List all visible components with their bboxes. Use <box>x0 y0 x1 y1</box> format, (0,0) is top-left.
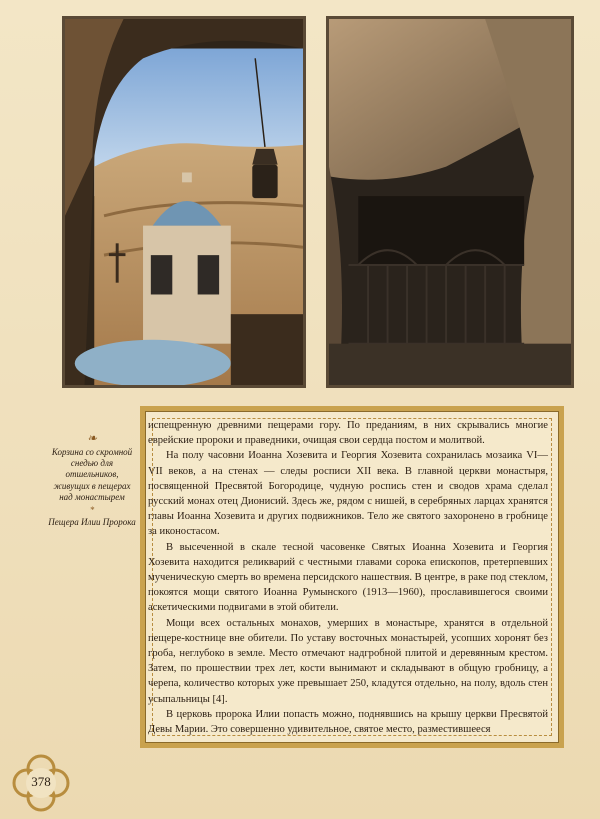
paragraph: Мощи всех остальных монахов, умерших в монастыре, хранятся в отдельной пещере-костнице вне обители. По уставу восточных монастырей, усопших хоронят без гроба, неглубоко в земле. Место отмечают надгробной плитой и деревянным крестом. Затем, по прошествии трех лет, кости вынимают и складывают в общую гробницу, а черепа, количество которых уже превышает 250, кладутся отдельно, на полу, вдоль стен усыпальницы [4]. <box>148 617 548 705</box>
fleuron-icon: ❧ <box>86 431 98 445</box>
paragraph: испещренную древними пещерами гору. По преданиям, в них скрывались многие еврейские пророки и праведники, очищая свои сердца постом и молитвой. <box>148 420 548 447</box>
paragraph: В высеченной в скале тесной часовенке Святых Иоанна Хозевита и Георгия Хозевита находится реликварий с честными главами сорока епископов, претерпевших мученическую смерть во времена персидского нашествия. В центре, в раке под стеклом, покоятся мощи святого Иоанна Румынского (1913—1960), прославившегося своими аскетическими подвигами в этой обители. <box>148 541 548 614</box>
paragraph: На полу часовни Иоанна Хозевита и Георгия Хозевита сохранилась мозаика VI—VII веков, а на стенах — следы росписи XII века. В главной церкви монастыря, посвященной Пресвятой Богородице, чудную роспись стен и сводов храма сделал русский монах отец Дионисий. Здесь же, рядом с нишей, в серебряных ларцах хранятся главы Иоанна Хозевита и других подвижников. Тело же святого захоронено в гробнице за иконостасом. <box>148 450 548 538</box>
photo-caption <box>48 432 136 528</box>
caption-text: Корзина со скромной снедью для отшельников, живущих в пещерах над монастырем <box>51 447 133 502</box>
caption-subtext: Пещера Илии Пророка <box>48 517 136 528</box>
page-number-block <box>12 752 70 814</box>
body-text <box>148 418 548 737</box>
paragraph: В церковь пророка Илии попасть можно, поднявшись на крышу церкви Пресвятой Девы Марии. Это совершенно удивительное, святое место, разместившееся <box>148 708 548 736</box>
caption-separator: * <box>89 505 95 516</box>
photo-cave-bell-tower <box>62 16 306 388</box>
photo-cave-grille <box>326 16 574 388</box>
page-number: 378 <box>31 774 51 789</box>
